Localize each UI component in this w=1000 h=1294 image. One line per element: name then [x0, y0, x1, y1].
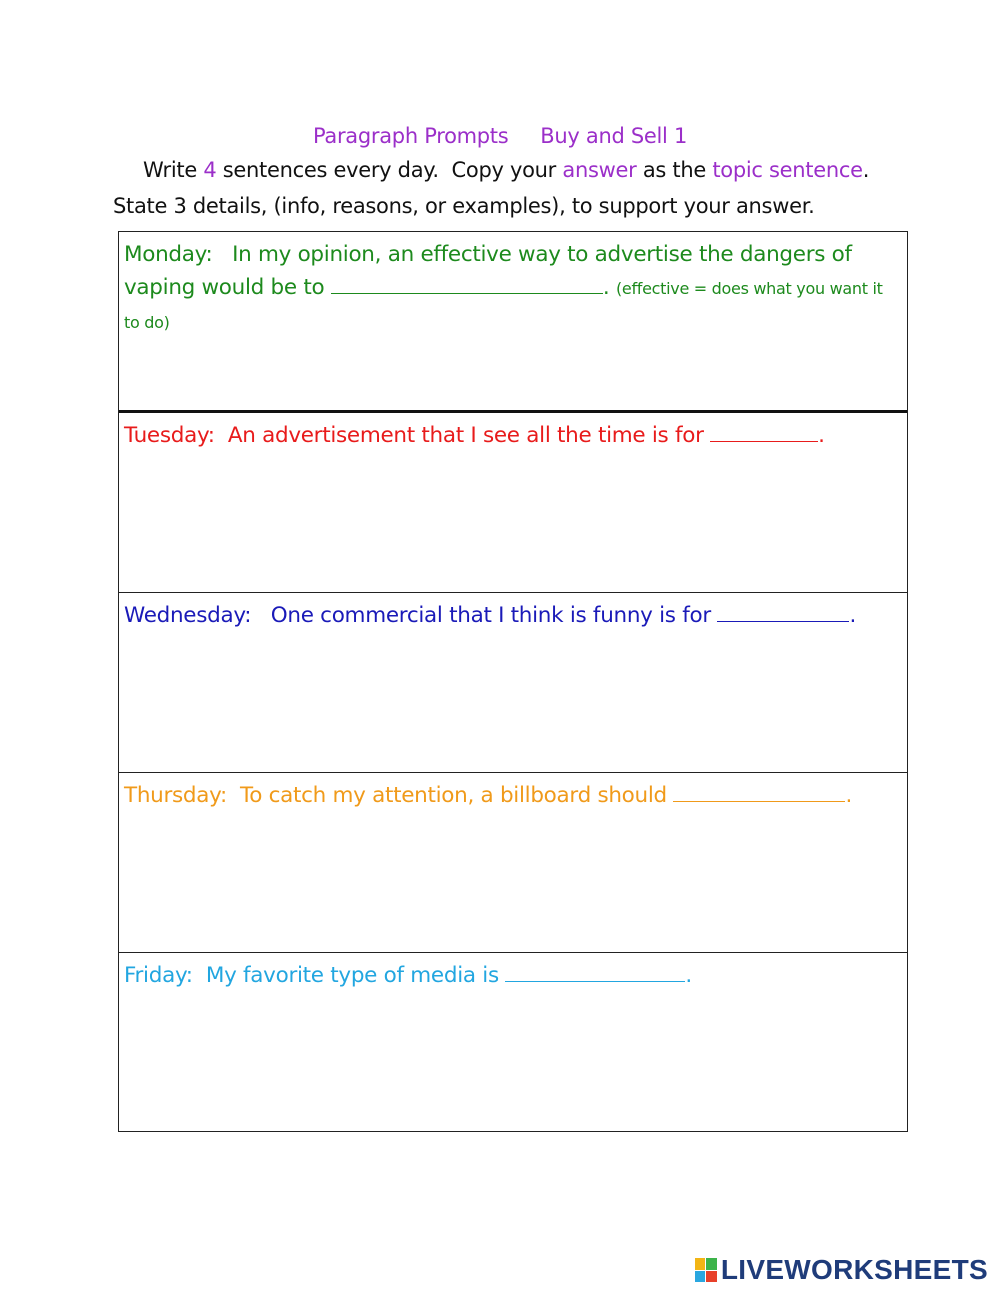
- page-title: Paragraph Prompts Buy and Sell 1: [312, 124, 688, 148]
- thursday-end: .: [845, 783, 852, 808]
- liveworksheets-logo: [695, 1254, 988, 1286]
- instr-text-c: as the: [636, 158, 713, 182]
- friday-end: .: [685, 963, 692, 988]
- friday-text: My favorite type of media is: [205, 963, 499, 988]
- thursday-prompt: [124, 779, 901, 812]
- liveworksheets-mark-icon: [695, 1258, 717, 1282]
- monday-end: .: [602, 275, 610, 300]
- wednesday-answer-blank[interactable]: [717, 603, 849, 622]
- friday-prompt: [124, 959, 901, 992]
- tuesday-end: .: [818, 423, 825, 448]
- instr-topic-word: topic sentence: [712, 158, 863, 182]
- tuesday-answer-blank[interactable]: [710, 423, 818, 442]
- instr-number: 4: [203, 158, 217, 182]
- instr-text-b: sentences every day. Copy your: [216, 158, 563, 182]
- friday-row[interactable]: [119, 953, 907, 1131]
- instructions-line-2: State 3 details, (info, reasons, or examples), to support your answer.: [113, 194, 815, 218]
- wednesday-prompt: [124, 599, 901, 632]
- instructions-line-1: [143, 158, 869, 182]
- wednesday-end: .: [849, 603, 857, 628]
- wednesday-label: Wednesday:: [124, 603, 252, 628]
- instr-text-a: Write: [143, 158, 204, 182]
- monday-label: Monday:: [124, 242, 213, 267]
- tuesday-row[interactable]: [119, 413, 907, 593]
- logo-text: LIVEWORKSHEETS: [720, 1254, 988, 1285]
- tuesday-prompt: [124, 419, 901, 452]
- instr-answer-word: answer: [562, 158, 637, 182]
- thursday-answer-blank[interactable]: [673, 783, 845, 802]
- monday-row[interactable]: [119, 232, 907, 413]
- instr-text-d: .: [862, 158, 870, 182]
- prompt-table: [118, 231, 908, 1132]
- tuesday-label: Tuesday:: [124, 423, 215, 448]
- tuesday-text: An advertisement that I see all the time is for: [227, 423, 704, 448]
- monday-answer-blank[interactable]: [331, 275, 603, 294]
- wednesday-text: One commercial that I think is funny is for: [270, 603, 711, 628]
- friday-label: Friday:: [124, 963, 193, 988]
- monday-text: In my opinion, an effective way to advertise the dangers of vaping would be to: [124, 242, 852, 300]
- monday-prompt: [124, 238, 901, 339]
- friday-answer-blank[interactable]: [505, 963, 685, 982]
- monday-note: (effective = does what you want it to do): [124, 279, 883, 332]
- thursday-label: Thursday:: [124, 783, 227, 808]
- thursday-row[interactable]: [119, 773, 907, 953]
- wednesday-row[interactable]: [119, 593, 907, 773]
- thursday-text: To catch my attention, a billboard should: [240, 783, 667, 808]
